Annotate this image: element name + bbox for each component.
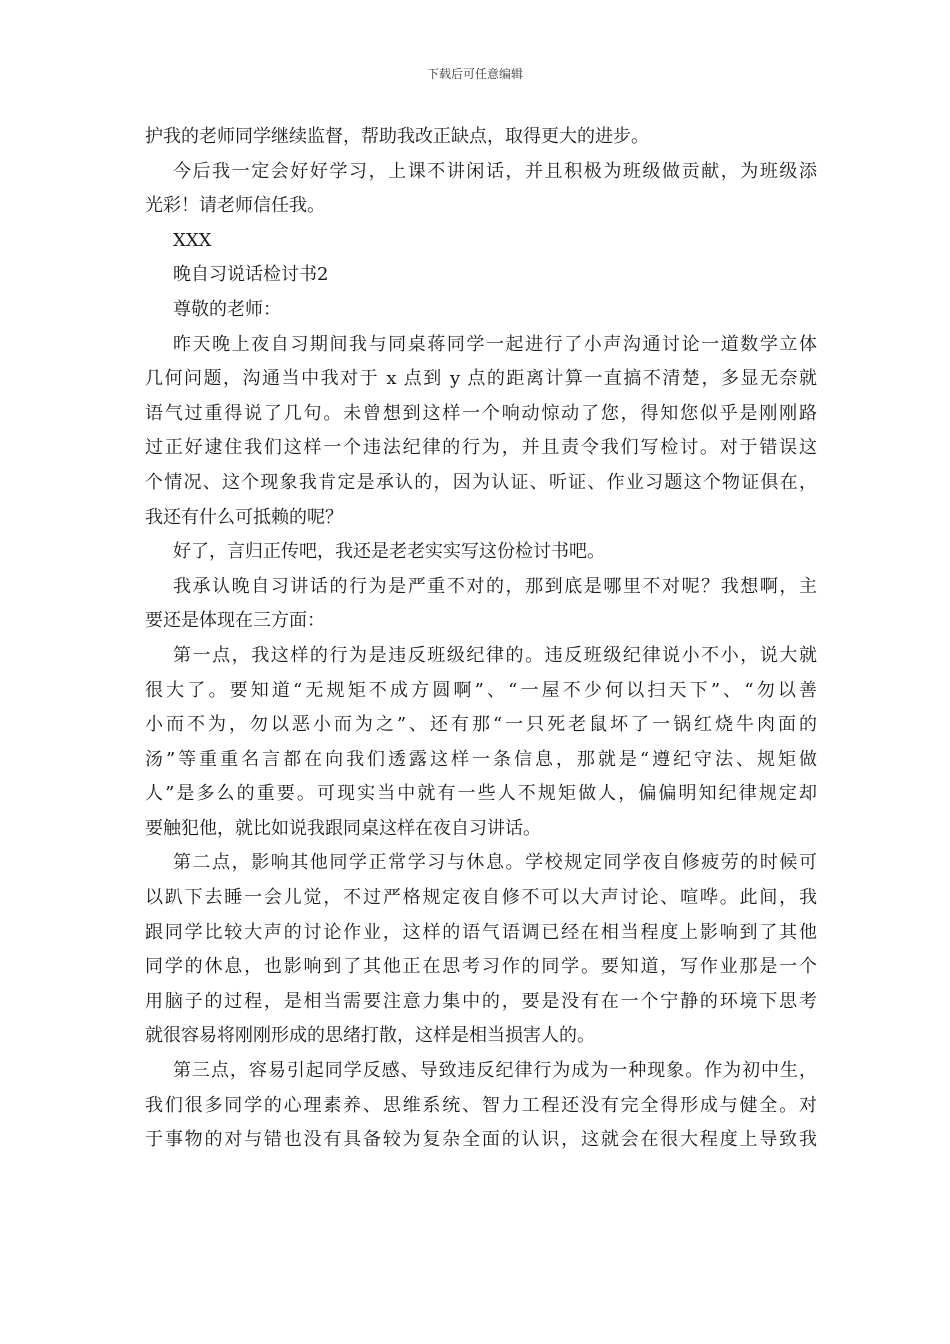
paragraph-line: 语气过重得说了几句。未曾想到这样一个响动惊动了您，得知您似乎是刚刚路 [145,402,817,424]
paragraph-line: 要触犯他，就比如说我跟同桌这样在夜自习讲话。 [145,817,541,839]
paragraph-line: 很大了。要知道“无规矩不成方圆啊”、“一屋不少何以扫天下”、“勿以善 [145,679,817,701]
paragraph-line: 尊敬的老师： [173,298,281,320]
paragraph-line: 于事物的对与错也没有具备较为复杂全面的认识，这就会在很大程度上导致我 [145,1129,817,1151]
paragraph-line: 个情况、这个现象我肯定是承认的，因为认证、听证、作业习题这个物证俱在， [145,471,817,493]
paragraph [145,328,817,536]
paragraph-line: 就很容易将刚刚形成的思绪打散，这样是相当损害人的。 [145,1025,595,1047]
paragraph-line: 以趴下去睡一会儿觉，不过严格规定夜自修不可以大声讨论、喧哗。此间，我 [145,887,817,909]
paragraph-line: 人”是多么的重要。可现实当中就有一些人不规矩做人，偏偏明知纪律规定却 [145,783,817,805]
paragraph-line: 光彩！请老师信任我。 [145,195,325,217]
paragraph-line: 小而不为，勿以恶小而为之”、还有那“一只死老鼠坏了一锅红烧牛肉面的 [145,714,817,736]
paragraph [145,846,817,1054]
paragraph-line: 护我的老师同学继续监督，帮助我改正缺点，取得更大的进步。 [145,126,649,147]
paragraph [145,639,817,847]
paragraph-line: 好了，言归正传吧，我还是老老实实写这份检讨书吧。 [173,541,605,563]
paragraph-line: 第三点，容易引起同学反感、导致违反纪律行为成为一种现象。作为初中生， [173,1060,817,1082]
paragraph [145,535,817,570]
paragraph [145,258,817,293]
paragraph-line: 跟同学比较大声的讨论作业，这样的语气语调已经在相当程度上影响到了其他 [145,921,817,943]
document-body [145,120,817,1158]
paragraph-line: 汤”等重重名言都在向我们透露这样一条信息，那就是“遵纪守法、规矩做 [145,748,817,770]
paragraph-line: 我承认晚自习讲话的行为是严重不对的，那到底是哪里不对呢？我想啊，主 [173,575,817,597]
paragraph-line: 第一点，我这样的行为是违反班级纪律的。违反班级纪律说小不小，说大就 [173,644,817,666]
paragraph-line: 第二点，影响其他同学正常学习与休息。学校规定同学夜自修疲劳的时候可 [173,852,817,874]
paragraph-line: 几何问题，沟通当中我对于 x 点到 y 点的距离计算一直搞不清楚，多显无奈就 [145,368,817,390]
paragraph-line: 我还有什么可抵赖的呢？ [145,506,343,528]
paragraph-line: 晚自习说话检讨书2 [173,264,329,286]
page-header-note: 下载后可任意编辑 [426,67,523,81]
paragraph-line: 今后我一定会好好学习，上课不讲闲话，并且积极为班级做贡献，为班级添 [173,160,817,182]
paragraph [145,570,817,639]
paragraph [145,155,817,224]
paragraph-line: 同学的休息，也影响到了其他正在思考习作的同学。要知道，写作业那是一个 [145,956,817,978]
paragraph-line: 用脑子的过程，是相当需要注意力集中的，要是没有在一个宁静的环境下思考 [145,990,817,1012]
paragraph [145,293,817,328]
paragraph [145,224,817,259]
paragraph-line: 过正好逮住我们这样一个违法纪律的行为，并且责令我们写检讨。对于错误这 [145,437,817,459]
paragraph-line: XXX [173,229,212,251]
paragraph [145,120,817,155]
paragraph-line: 要还是体现在三方面： [145,610,325,632]
paragraph [145,1054,817,1158]
paragraph-line: 我们很多同学的心理素养、思维系统、智力工程还没有完全得形成与健全。对 [145,1094,817,1116]
paragraph-line: 昨天晚上夜自习期间我与同桌蒋同学一起进行了小声沟通讨论一道数学立体 [173,333,817,355]
